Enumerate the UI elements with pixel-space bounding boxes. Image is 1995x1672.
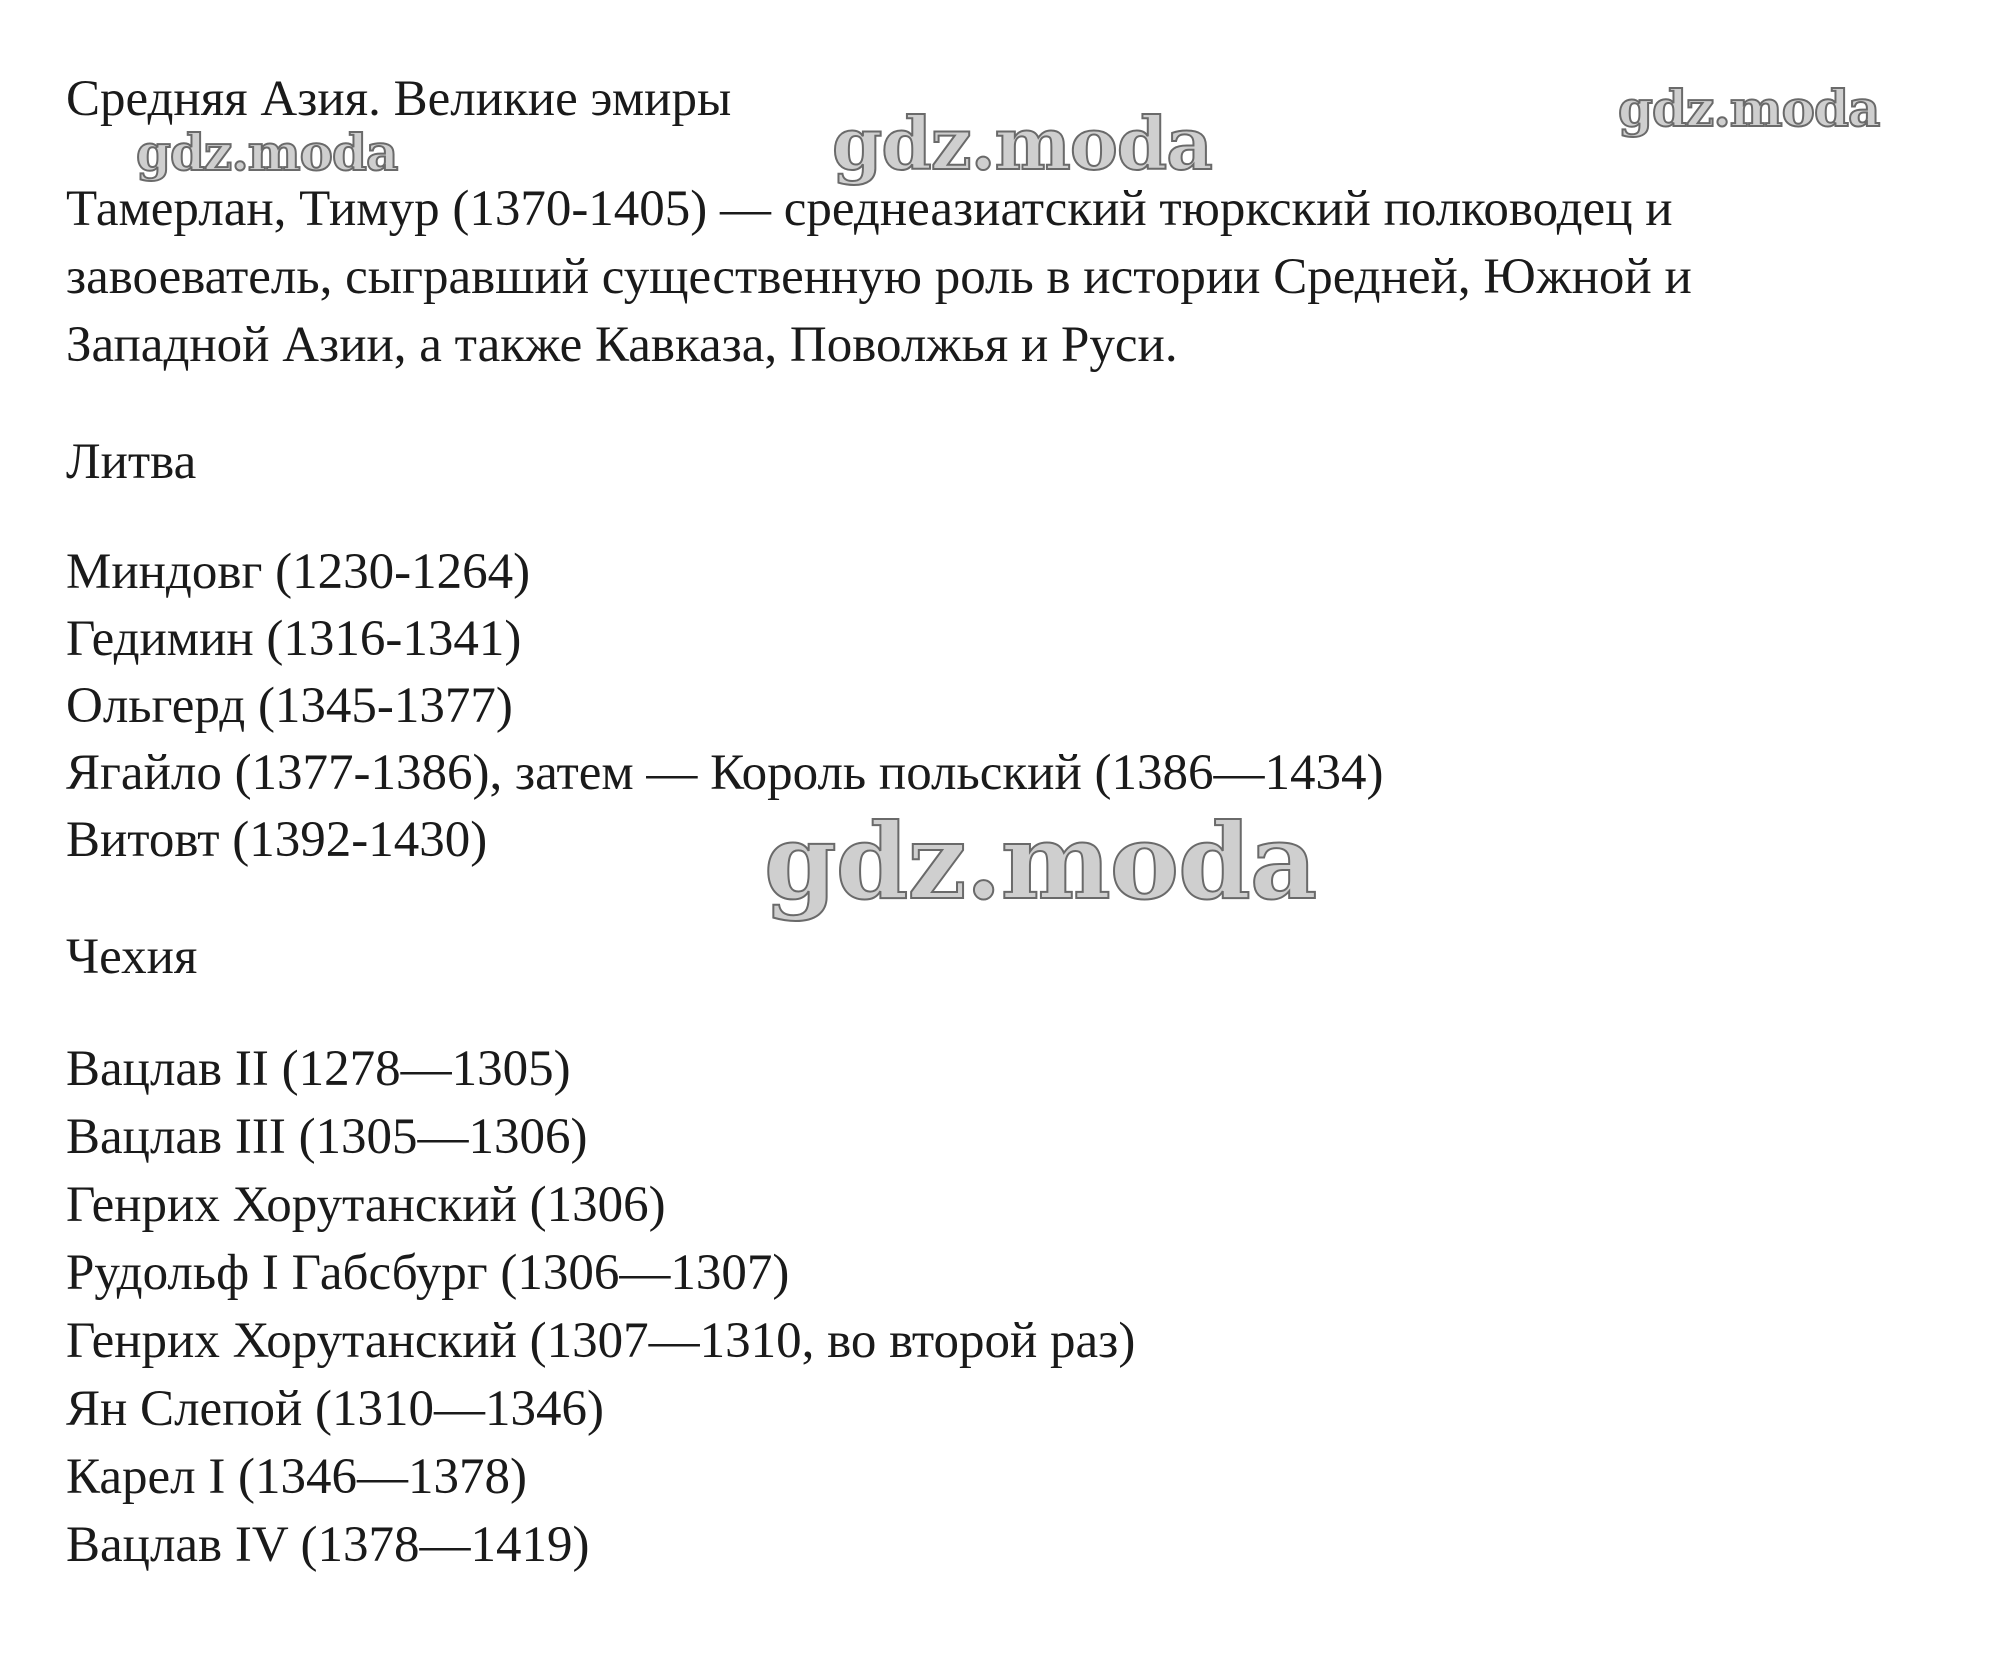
- czech-ruler-item: Вацлав III (1305—1306): [66, 1109, 588, 1165]
- czech-ruler-item: Ян Слепой (1310—1346): [66, 1381, 604, 1437]
- czech-ruler-item: Карел I (1346—1378): [66, 1449, 528, 1505]
- section-title-asia: Средняя Азия. Великие эмиры: [66, 71, 732, 127]
- czech-ruler-item: Вацлав IV (1378—1419): [66, 1517, 590, 1573]
- czech-ruler-item: Вацлав II (1278—1305): [66, 1041, 571, 1097]
- timur-paragraph-line: завоеватель, сыгравший существенную роль в истории Средней, Южной и: [66, 249, 1692, 305]
- lithuania-ruler-item: Миндовг (1230-1264): [66, 544, 531, 600]
- czech-ruler-item: Рудольф I Габсбург (1306—1307): [66, 1245, 790, 1301]
- lithuania-ruler-item: Гедимин (1316-1341): [66, 611, 522, 667]
- watermark-logo: gdz.moda: [832, 101, 1212, 186]
- timur-paragraph-line: Западной Азии, а также Кавказа, Поволжья и Руси.: [66, 317, 1178, 373]
- section-title-czech: Чехия: [66, 929, 198, 985]
- czech-ruler-item: Генрих Хорутанский (1307—1310, во второй раз): [66, 1313, 1136, 1369]
- timur-paragraph-line: Тамерлан, Тимур (1370-1405) — среднеазиатский тюркский полководец и: [66, 181, 1673, 237]
- czech-ruler-item: Генрих Хорутанский (1306): [66, 1177, 666, 1233]
- section-title-lithuania: Литва: [66, 434, 197, 490]
- lithuania-ruler-item: Ягайло (1377-1386), затем — Король польский (1386—1434): [66, 745, 1384, 801]
- watermark-logo: gdz.moda: [136, 123, 398, 182]
- lithuania-ruler-item: Ольгерд (1345-1377): [66, 678, 513, 734]
- watermark-logo: gdz.moda: [764, 800, 1317, 923]
- lithuania-ruler-item: Витовт (1392-1430): [66, 812, 488, 868]
- watermark-logo: gdz.moda: [1618, 79, 1880, 138]
